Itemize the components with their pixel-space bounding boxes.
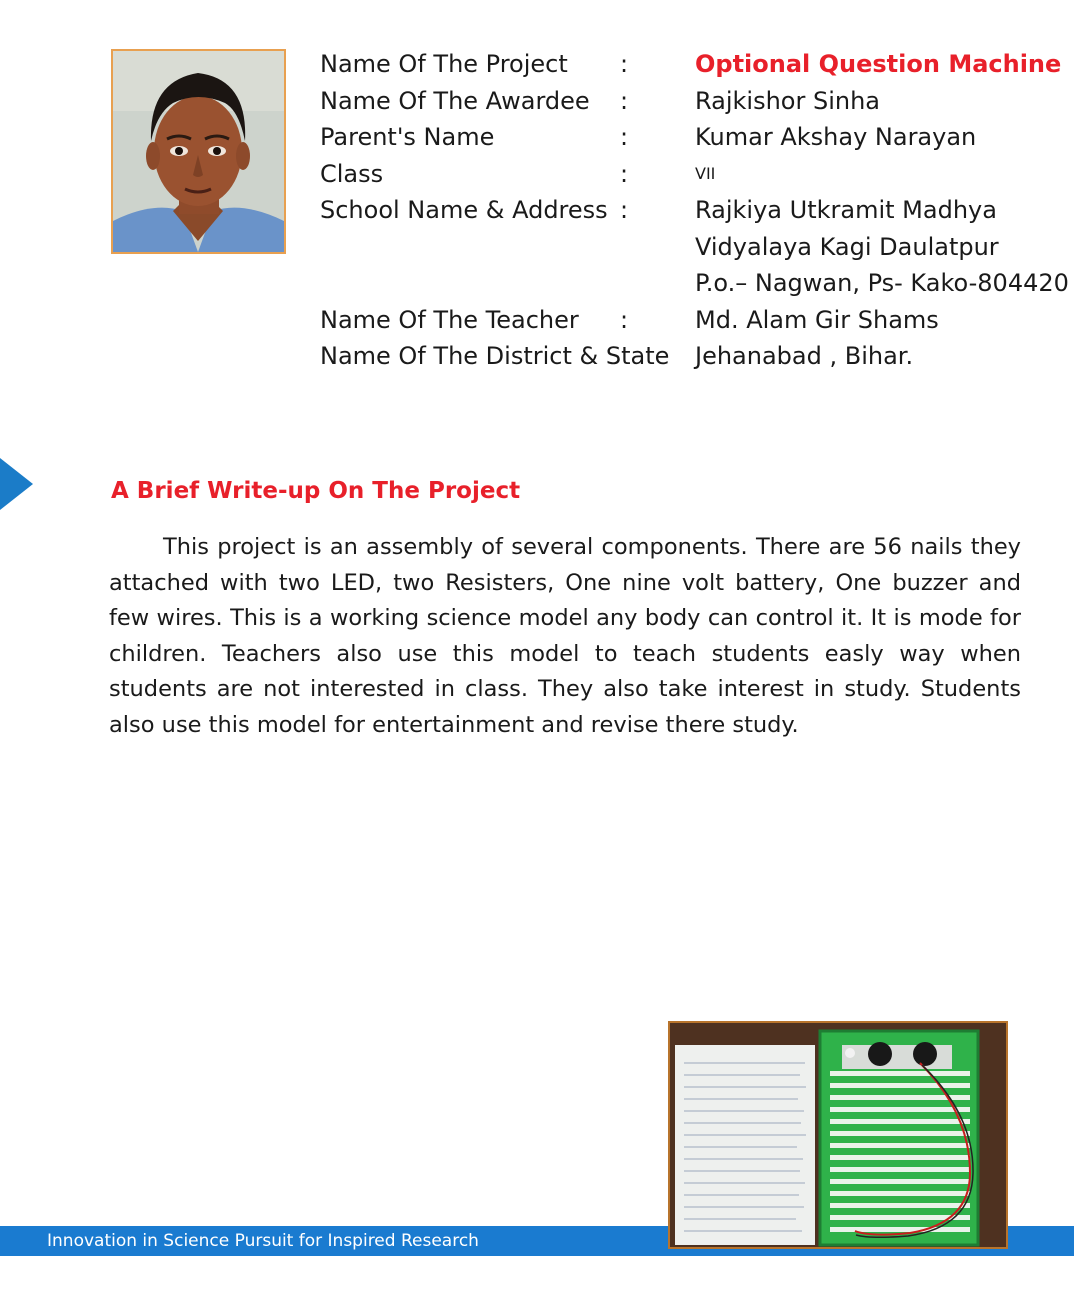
info-colon: : xyxy=(620,196,629,224)
writeup-body: This project is an assembly of several components. There are 56 nails they attached with two LED, two Resisters, One nine volt battery, One buzzer and few wires. This is a working science model any body can control it. It is mode for children. Teachers also use this model to teach students easly way when students are not interested in class. They also take interest in study. Students also use this model for entertainment and revise there study. xyxy=(109,534,1021,738)
info-label: Parent's Name xyxy=(320,123,495,151)
class-value: VII xyxy=(695,163,716,183)
district-state-value: Jehanabad , Bihar. xyxy=(695,342,914,370)
info-label: Name Of The Teacher xyxy=(320,305,579,334)
info-colon: : xyxy=(620,123,629,151)
info-colon: : xyxy=(620,305,629,334)
info-label: Name Of The District & State xyxy=(320,342,670,370)
info-label: School Name & Address xyxy=(320,196,608,224)
school-address-line-3: P.o.– Nagwan, Ps- Kako-804420 xyxy=(695,269,1069,297)
info-label: Name Of The Awardee xyxy=(320,86,590,115)
awardee-photo xyxy=(111,49,286,254)
school-address-line-2: Vidyalaya Kagi Daulatpur xyxy=(695,232,999,261)
info-label: Name Of The Project xyxy=(320,50,568,78)
writeup-heading: A Brief Write-up On The Project xyxy=(111,478,521,504)
project-model-image xyxy=(670,1023,1006,1247)
school-address-line-1: Rajkiya Utkramit Madhya xyxy=(695,196,997,224)
info-label: Class xyxy=(320,159,384,188)
project-model-photo xyxy=(668,1021,1008,1249)
project-name-value: Optional Question Machine xyxy=(695,50,1062,78)
awardee-photo-image xyxy=(113,51,284,252)
info-colon: : xyxy=(620,86,629,115)
awardee-name-value: Rajkishor Sinha xyxy=(695,86,881,115)
info-colon: : xyxy=(620,50,629,78)
triangle-arrow-icon xyxy=(0,458,33,510)
teacher-name-value: Md. Alam Gir Shams xyxy=(695,305,939,334)
info-colon: : xyxy=(620,159,629,188)
parent-name-value: Kumar Akshay Narayan xyxy=(695,123,977,151)
footer-text: Innovation in Science Pursuit for Inspired Research xyxy=(47,1231,479,1251)
